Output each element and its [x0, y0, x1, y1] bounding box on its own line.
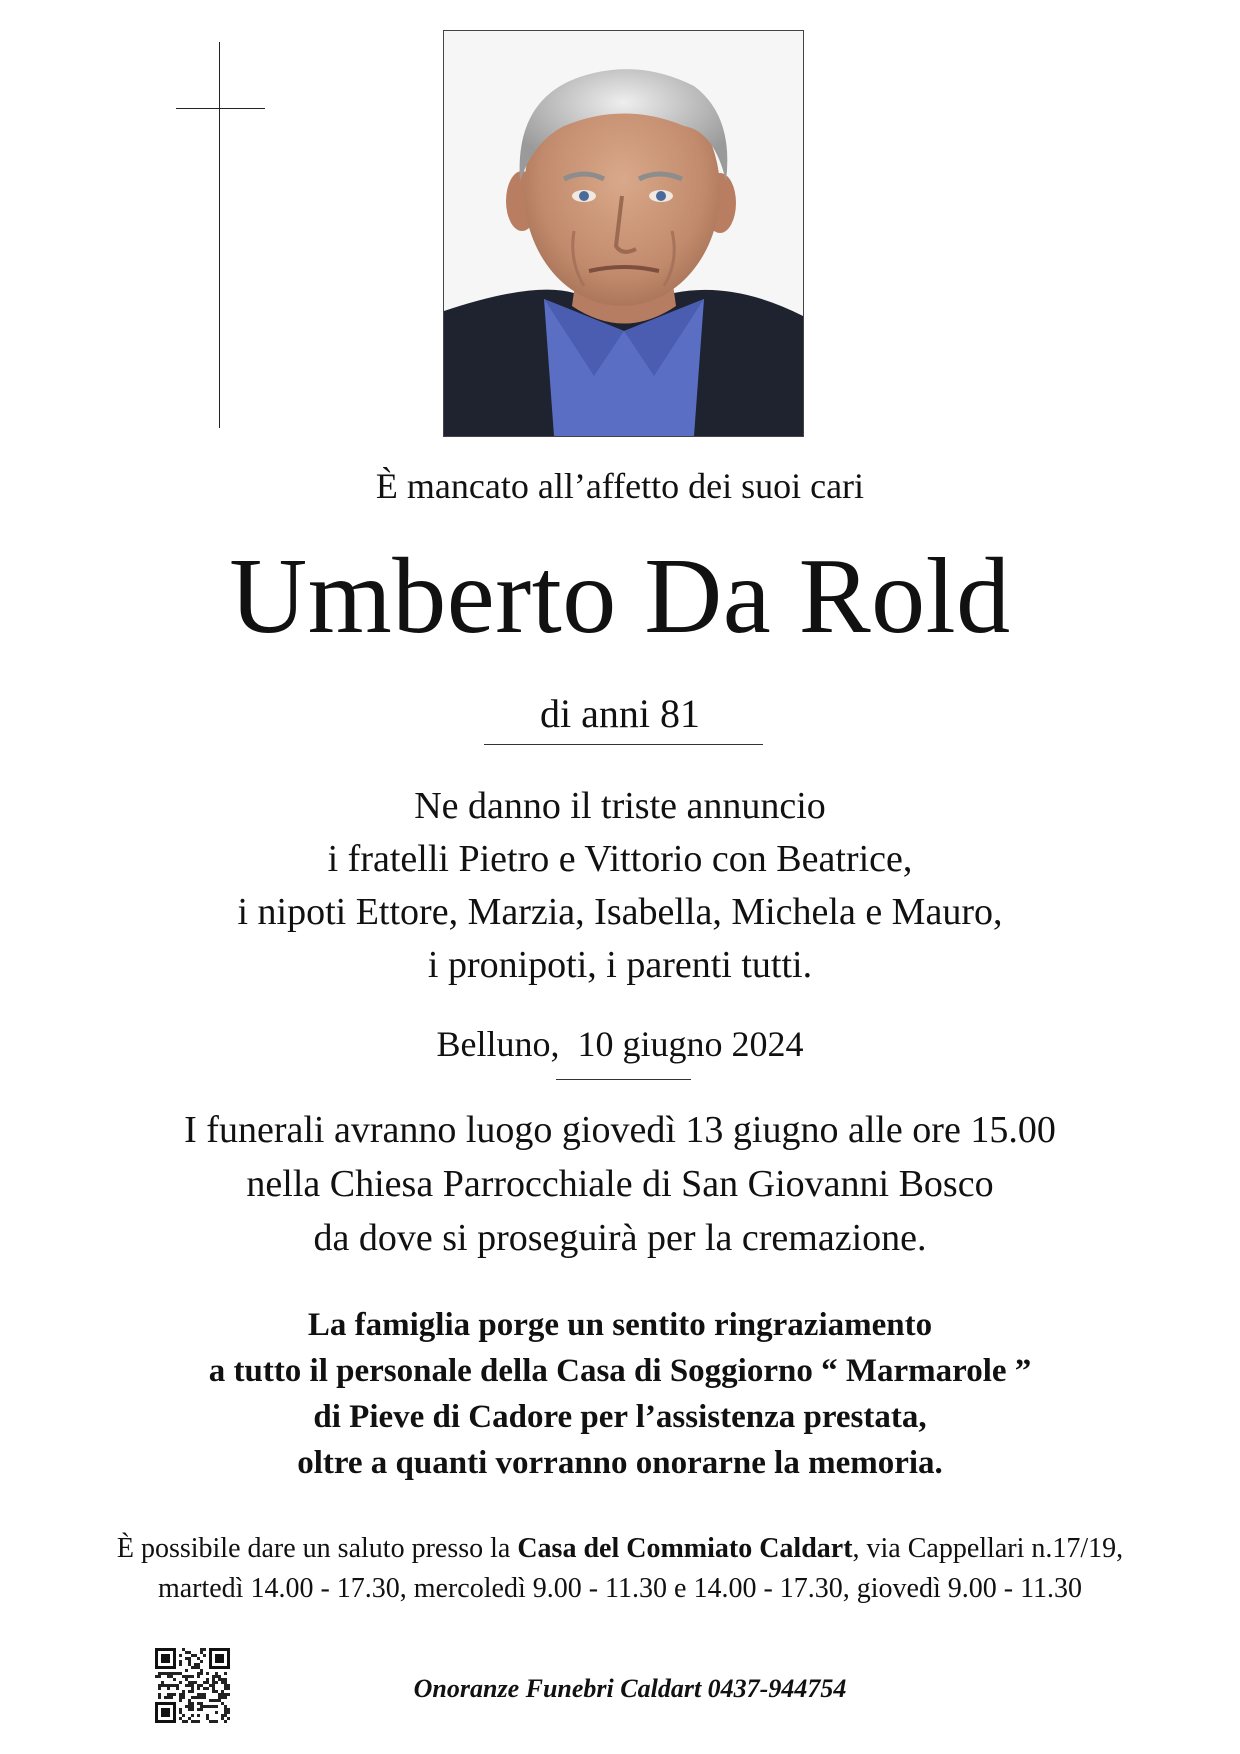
venue-name: Casa del Commiato Caldart [517, 1533, 853, 1564]
age-divider [484, 744, 763, 745]
announcement-line: Ne danno il triste annuncio [414, 785, 826, 827]
deceased-name: Umberto Da Rold [229, 537, 1011, 656]
portrait-photo [443, 30, 804, 437]
visit-info [0, 1529, 1240, 1609]
thanks-line: di Pieve di Cadore per l’assistenza prestata, [313, 1399, 927, 1435]
date: 10 giugno 2024 [577, 1024, 804, 1064]
intro-text: È mancato all’affetto dei suoi cari [375, 466, 865, 506]
thanks-block [0, 1302, 1240, 1486]
thanks-line: a tutto il personale della Casa di Soggiorno “ Marmarole ” [208, 1353, 1032, 1389]
deceased-age: di anni 81 [540, 691, 700, 736]
funeral-home-contact: Onoranze Funebri Caldart 0437-944754 [413, 1674, 847, 1703]
announcement-block [0, 780, 1240, 992]
date-divider [556, 1079, 691, 1080]
visit-line-2: martedì 14.00 - 17.30, mercoledì 9.00 - 11.30 e 14.00 - 17.30, giovedì 9.00 - 11.30 [157, 1573, 1083, 1604]
announcement-line: i pronipoti, i parenti tutti. [427, 944, 813, 986]
qr-code-icon[interactable] [155, 1648, 230, 1723]
thanks-line: oltre a quanti vorranno onorarne la memoria. [297, 1445, 943, 1481]
funeral-line: nella Chiesa Parrocchiale di San Giovanni Bosco [246, 1163, 994, 1205]
announcement-line: i nipoti Ettore, Marzia, Isabella, Michela e Mauro, [237, 891, 1003, 933]
funeral-line: I funerali avranno luogo giovedì 13 giugno alle ore 15.00 [184, 1109, 1056, 1151]
visit-line-1: È possibile dare un saluto presso la Casa del Commiato Caldart, via Cappellari n.17/19, [116, 1533, 1124, 1564]
announcement-line: i fratelli Pietro e Vittorio con Beatrice, [327, 838, 913, 880]
thanks-line: La famiglia porge un sentito ringraziamento [307, 1307, 933, 1343]
place-date [0, 1022, 1240, 1066]
place: Belluno, [436, 1024, 560, 1064]
funeral-line: da dove si proseguirà per la cremazione. [313, 1217, 927, 1259]
funeral-block [0, 1103, 1240, 1265]
